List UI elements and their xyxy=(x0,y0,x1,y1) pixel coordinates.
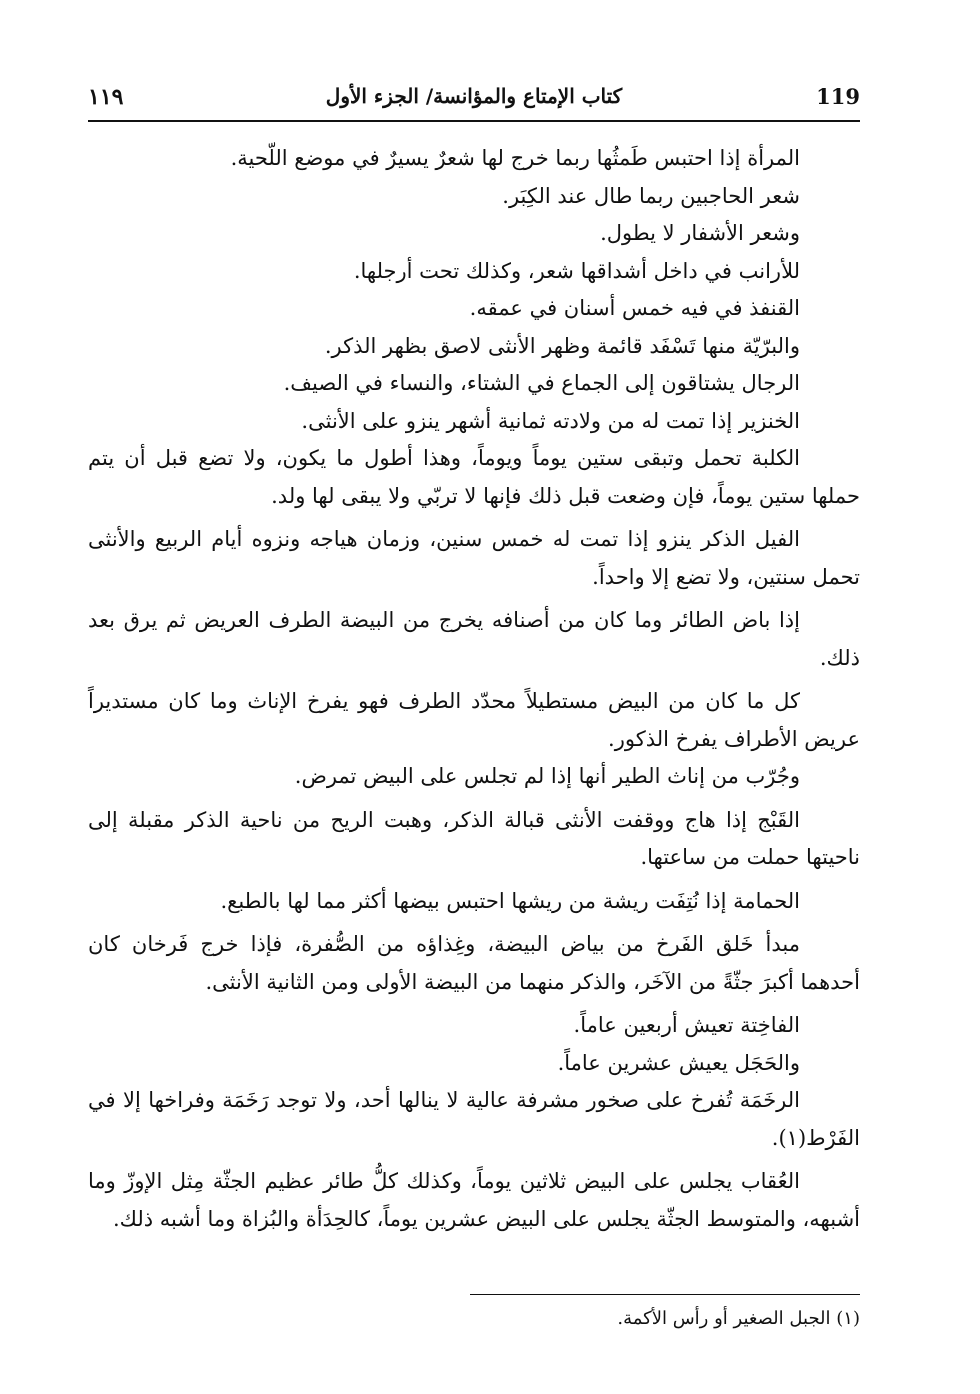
running-title: كتاب الإمتاع والمؤانسة/ الجزء الأول xyxy=(325,84,623,108)
paragraph: الكلبة تحمل وتبقى ستين يوماً ويوماً، وهذا أطول ما يكون، ولا تضع قبل أن يتم حملها ستين يوماً، فإن وضعت قبل ذلك فإنها لا تربّي ولا يبقى لها ولد. xyxy=(88,446,860,508)
paragraph: للأرانب في داخل أشداقها شعر، وكذلك تحت أرجلها. xyxy=(353,258,800,283)
paragraph: إذا باض الطائر وما كان من أصنافه يخرج من البيضة الطرف العريض ثم يرق بعد ذلك. xyxy=(88,608,860,670)
paragraph: الحمامة إذا نُتِفَت ريشة من ريشها احتبس بيضها أكثر مما لها بالطبع. xyxy=(220,888,800,913)
header-rule xyxy=(88,120,860,122)
page-header xyxy=(88,84,860,118)
footnote-rule xyxy=(470,1294,860,1295)
paragraph: وجُرّب من إناث الطير أنها إذا لم تجلس على البيض تمرض. xyxy=(294,764,800,788)
paragraph: الفاخِتة تعيش أربعين عاماً. xyxy=(573,1013,800,1037)
paragraph: الفيل الذكر ينزو إذا تمت له خمس سنين، وزمان هياجه ونزوه أيام الربيع والأنثى تحمل سنتين، ولا تضع إلا واحداً. xyxy=(88,527,860,589)
page-number-latin: 119 xyxy=(816,84,860,109)
paragraph: الرجال يشتاقون إلى الجماع في الشتاء، والنساء في الصيف. xyxy=(283,371,800,395)
paragraph: كل ما كان من البيض مستطيلاً محدّد الطرف فهو يفرخ الإناث وما كان مستديراً عريض الأطراف يفرخ الذكور. xyxy=(88,689,860,751)
footnote: (١) الجبل الصغير أو رأس الأكمة. xyxy=(617,1308,860,1329)
paragraph: شعر الحاجبين ربما طال عند الكِبَر. xyxy=(502,183,800,208)
paragraph: مبدأ خَلق الفَرخ من بياض البيضة، وغِذاؤه من الصُّفرة، فإذا خرج فَرخان كان أحدهما أكبرَ جثّةً من الآخَر، والذكر منهما من البيضة الأولى ومن الثانية الأنثى. xyxy=(88,932,860,994)
paragraph: الرخَمَة تُفرخ على صخور مشرفة عالية لا ينالها أحد، ولا توجد رَخَمَة وفراخها إلا في الفَرْط(١). xyxy=(88,1088,860,1150)
paragraph: المرأة إذا احتبس طَمثُها ربما خرج لها شعرٌ يسيرٌ في موضع اللّحية. xyxy=(230,146,800,170)
paragraph: وشعر الأشفار لا يطول. xyxy=(600,221,800,245)
main-text xyxy=(88,140,860,1238)
paragraph: القَبْج إذا هاج ووقفت الأنثى قبالة الذكر، وهبت الريح من ناحية الذكر مقبلة إلى ناحيتها حملت من ساعتها. xyxy=(88,807,860,869)
paragraph: القنفذ في فيه خمس أسنان في عمقه. xyxy=(469,296,800,320)
paragraph: العُقاب يجلس على البيض ثلاثين يوماً، وكذلك كلُّ طائر عظيم الجثّة مِثل الإوزّ وما أشبهه، والمتوسط الجثّة يجلس على البيض عشرين يوماً، كالحِدَأة والبُزاة وما أشبه ذلك. xyxy=(88,1169,860,1231)
paragraph: والبرّيّة منها تَسْفَد قائمة وظهر الأنثى لاصق بظهر الذكر. xyxy=(324,333,800,358)
page-number-arabic: ١١٩ xyxy=(88,84,124,110)
paragraph: الخنزير إذا تمت له من ولادته ثمانية أشهر ينزو على الأنثى. xyxy=(301,408,800,433)
paragraph: والحَجَل يعيش عشرين عاماً. xyxy=(557,1050,800,1075)
